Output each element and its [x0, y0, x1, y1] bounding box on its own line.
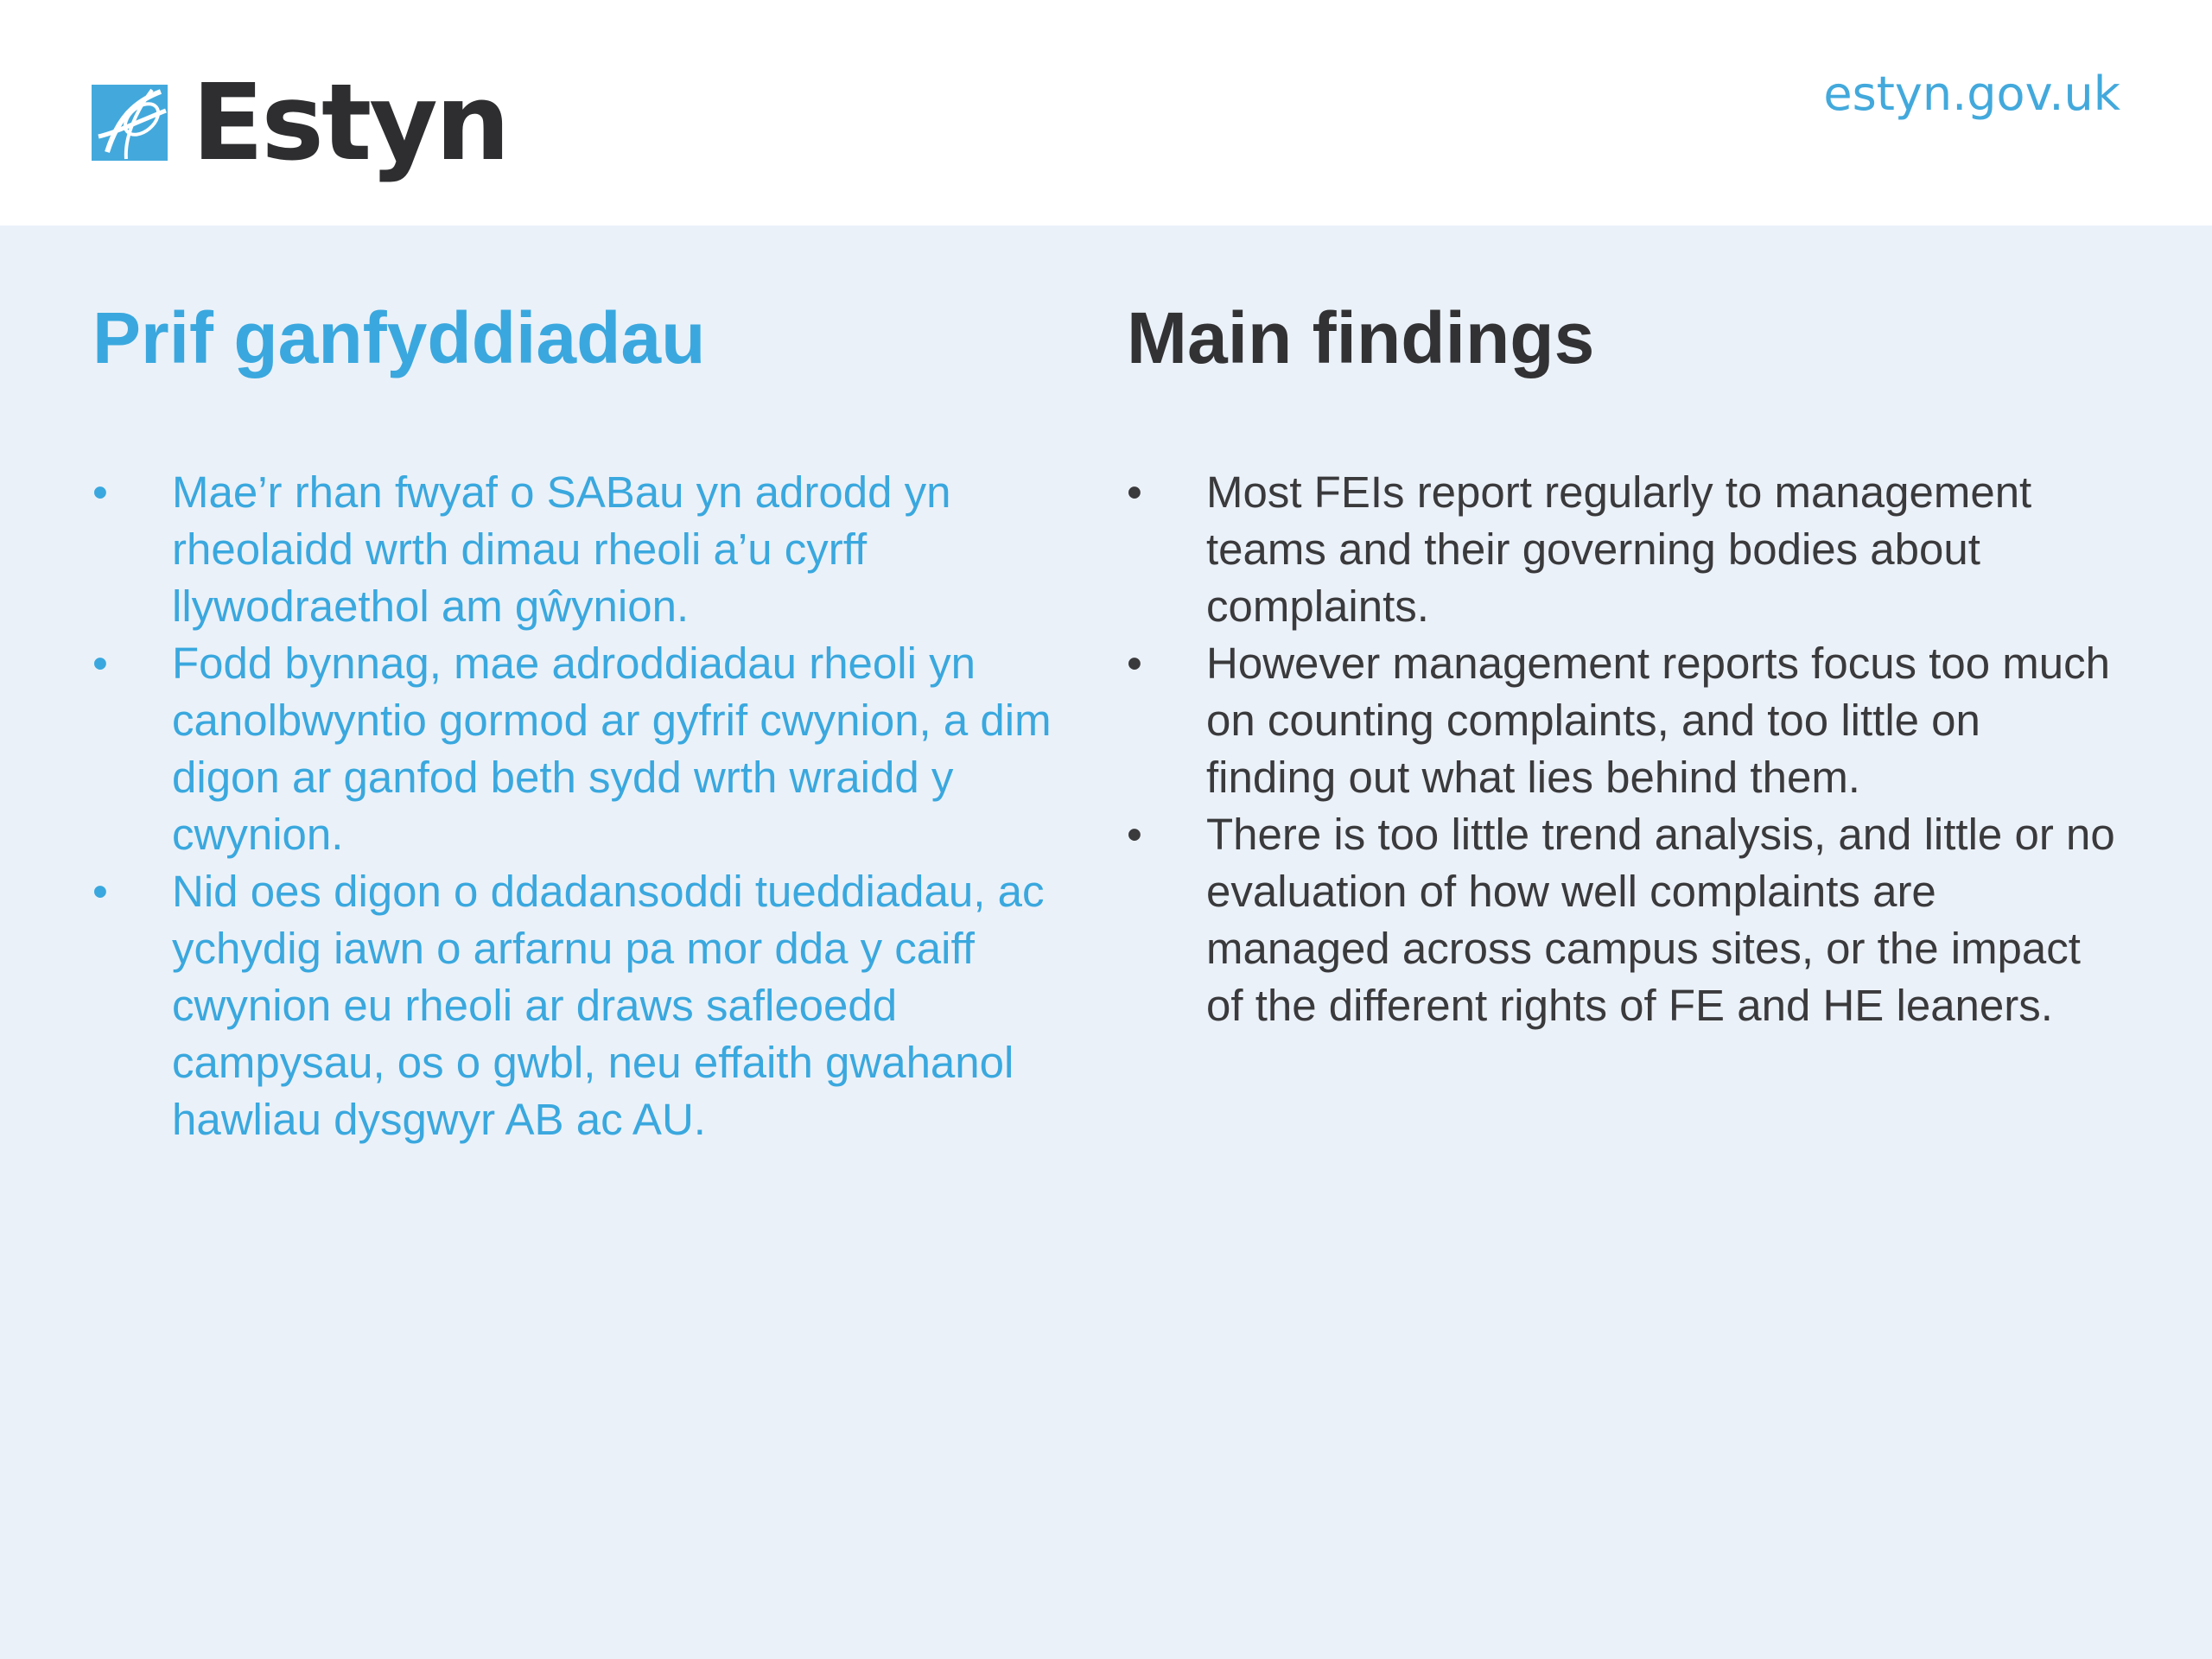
- welsh-finding-item: [92, 863, 1060, 1148]
- slide-content: [0, 226, 2212, 1659]
- bullet-icon: •: [92, 467, 108, 517]
- bullet-icon: •: [92, 638, 108, 688]
- english-finding-item: [1127, 464, 2120, 635]
- welsh-finding-text: Mae’r rhan fwyaf o SABau yn adrodd yn rheolaidd wrth dimau rheoli a’u cyrff llywodraethol am gŵynion.: [172, 467, 951, 631]
- bullet-icon: •: [1127, 638, 1142, 688]
- bullet-icon: •: [1127, 809, 1142, 859]
- welsh-column: [92, 295, 1060, 1148]
- welsh-finding-text: Fodd bynnag, mae adroddiadau rheoli yn canolbwyntio gormod ar gyfrif cwynion, a dim digon ar ganfod beth sydd wrth wraidd y cwynion.: [172, 638, 1052, 859]
- header: [0, 0, 2212, 226]
- english-heading: Main findings: [1127, 297, 1595, 378]
- welsh-heading: Prif ganfyddiadau: [92, 297, 706, 378]
- logo-wordmark: Estyn: [192, 61, 508, 184]
- english-finding-text: Most FEIs report regularly to management teams and their governing bodies about complaints.: [1206, 467, 2032, 631]
- welsh-finding-item: [92, 635, 1060, 863]
- bullet-icon: •: [92, 866, 108, 916]
- welsh-findings-list: [92, 464, 1060, 1148]
- english-finding-item: [1127, 806, 2120, 1034]
- bullet-icon: •: [1127, 467, 1142, 517]
- welsh-finding-text: Nid oes digon o ddadansoddi tueddiadau, ac ychydig iawn o arfarnu pa mor dda y caiff cwynion eu rheoli ar draws safleoedd campysau, os o gwbl, neu effaith gwahanol hawliau dysgwyr AB ac AU.: [172, 866, 1045, 1144]
- english-column: [1127, 295, 2120, 1034]
- estyn-logo-icon: [92, 85, 168, 161]
- estyn-logo[interactable]: [92, 62, 508, 183]
- english-finding-item: [1127, 635, 2120, 806]
- english-finding-text: However management reports focus too much on counting complaints, and too little on finding out what lies behind them.: [1206, 638, 2110, 802]
- english-finding-text: There is too little trend analysis, and little or no evaluation of how well complaints are managed across campus sites, or the impact of the different rights of FE and HE leaners.: [1206, 809, 2115, 1030]
- english-findings-list: [1127, 464, 2120, 1034]
- site-url-link[interactable]: estyn.gov.uk: [1823, 67, 2120, 121]
- welsh-finding-item: [92, 464, 1060, 635]
